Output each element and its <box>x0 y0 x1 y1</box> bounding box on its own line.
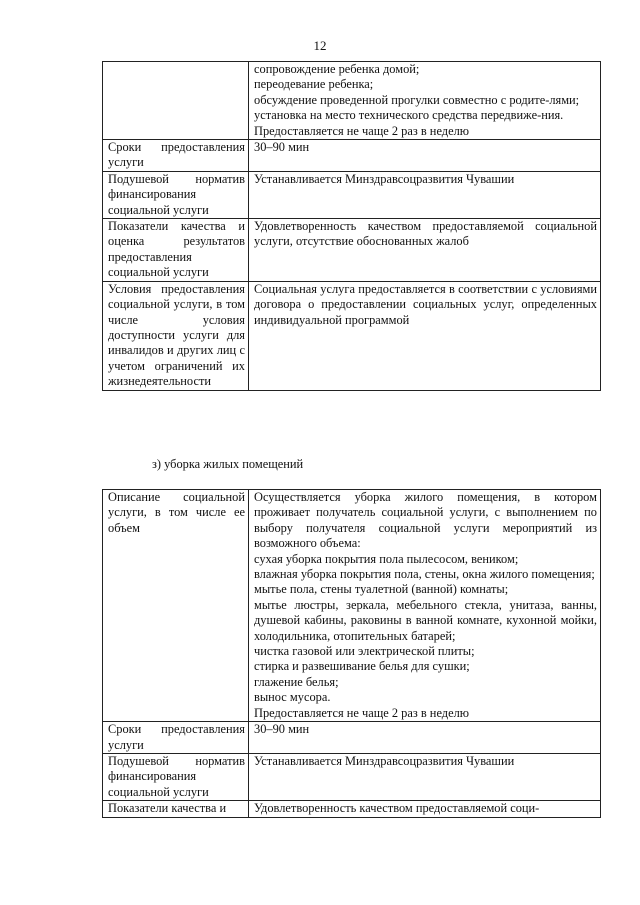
service-table-continued <box>102 61 601 391</box>
value-cell: 30–90 мин <box>249 140 601 172</box>
label-cell: Описание социальной услуги, в том числе ее объем <box>103 490 249 722</box>
label-cell: Подушевой норматив финансирования социальной услуги <box>103 171 249 218</box>
text-line: чистка газовой или электрической плиты; <box>254 644 475 659</box>
table-row <box>103 801 601 817</box>
table-row <box>103 219 601 282</box>
service-table-cleaning <box>102 489 601 818</box>
table-row <box>103 722 601 754</box>
text-line: Предоставляется не чаще 2 раз в неделю <box>254 705 470 720</box>
table-row <box>103 140 601 172</box>
value-cell: Удовлетворенность качеством предоставляемой социальной услуги, отсутствие обоснованных жалоб <box>249 219 601 282</box>
text-line: Осуществляется уборка жилого помещения, в котором проживает получатель социальной услуги, с выполнением по выбору получателя социальной услуги мероприятий из возможного объема: <box>254 490 597 551</box>
label-cell: Показатели качества и оценка результатов предоставления социальной услуги <box>103 219 249 282</box>
text-line: стирка и развешивание белья для сушки; <box>254 659 470 674</box>
table-row <box>103 753 601 800</box>
table-row <box>103 171 601 218</box>
table-row <box>103 281 601 390</box>
value-cell: Социальная услуга предоставляется в соответствии с условиями договора о предоставлении социальных услуг, определенных индивидуальной программой <box>249 281 601 390</box>
label-cell-empty <box>103 62 249 140</box>
text-line: глажение белья; <box>254 674 339 689</box>
text-line: Предоставляется не чаще 2 раз в неделю <box>254 123 470 138</box>
text-line: вынос мусора. <box>254 690 331 705</box>
value-cell: Устанавливается Минздравсоцразвития Чувашии <box>249 753 601 800</box>
value-cell <box>249 62 601 140</box>
label-cell: Условия предоставления социальной услуги, в том числе условия доступности услуги для инвалидов и других лиц с учетом ограничений их жизнедеятельности <box>103 281 249 390</box>
text-line: установка на место технического средства передвиже-ния. <box>254 108 564 123</box>
text-line: мытье люстры, зеркала, мебельного стекла, унитаза, ванны, душевой кабины, раковины в ванной комнате, кухонной мойки, холодильника, отопительных батарей; <box>254 597 597 643</box>
text-line: обсуждение проведенной прогулки совместно с родите-лями; <box>254 92 580 107</box>
label-cell: Показатели качества и <box>103 801 249 817</box>
label-cell: Сроки предоставления услуги <box>103 722 249 754</box>
label-cell: Подушевой норматив финансирования социальной услуги <box>103 753 249 800</box>
table-row <box>103 62 601 140</box>
page-number: 12 <box>313 38 327 53</box>
text-line: сопровождение ребенка домой; <box>254 62 420 76</box>
table-row <box>103 490 601 722</box>
text-line: сухая уборка покрытия пола пылесосом, веником; <box>254 551 519 566</box>
text-line: переодевание ребенка; <box>254 77 374 92</box>
value-cell: 30–90 мин <box>249 722 601 754</box>
value-cell: Удовлетворенность качеством предоставляемой соци- <box>249 801 601 817</box>
label-cell: Сроки предоставления услуги <box>103 140 249 172</box>
value-cell <box>249 490 601 722</box>
text-line: мытье пола, стены туалетной (ванной) комнаты; <box>254 582 509 597</box>
text-line: влажная уборка покрытия пола, стены, окна жилого помещения; <box>254 567 595 582</box>
value-cell: Устанавливается Минздравсоцразвития Чувашии <box>249 171 601 218</box>
section-heading: з) уборка жилых помещений <box>152 457 304 471</box>
